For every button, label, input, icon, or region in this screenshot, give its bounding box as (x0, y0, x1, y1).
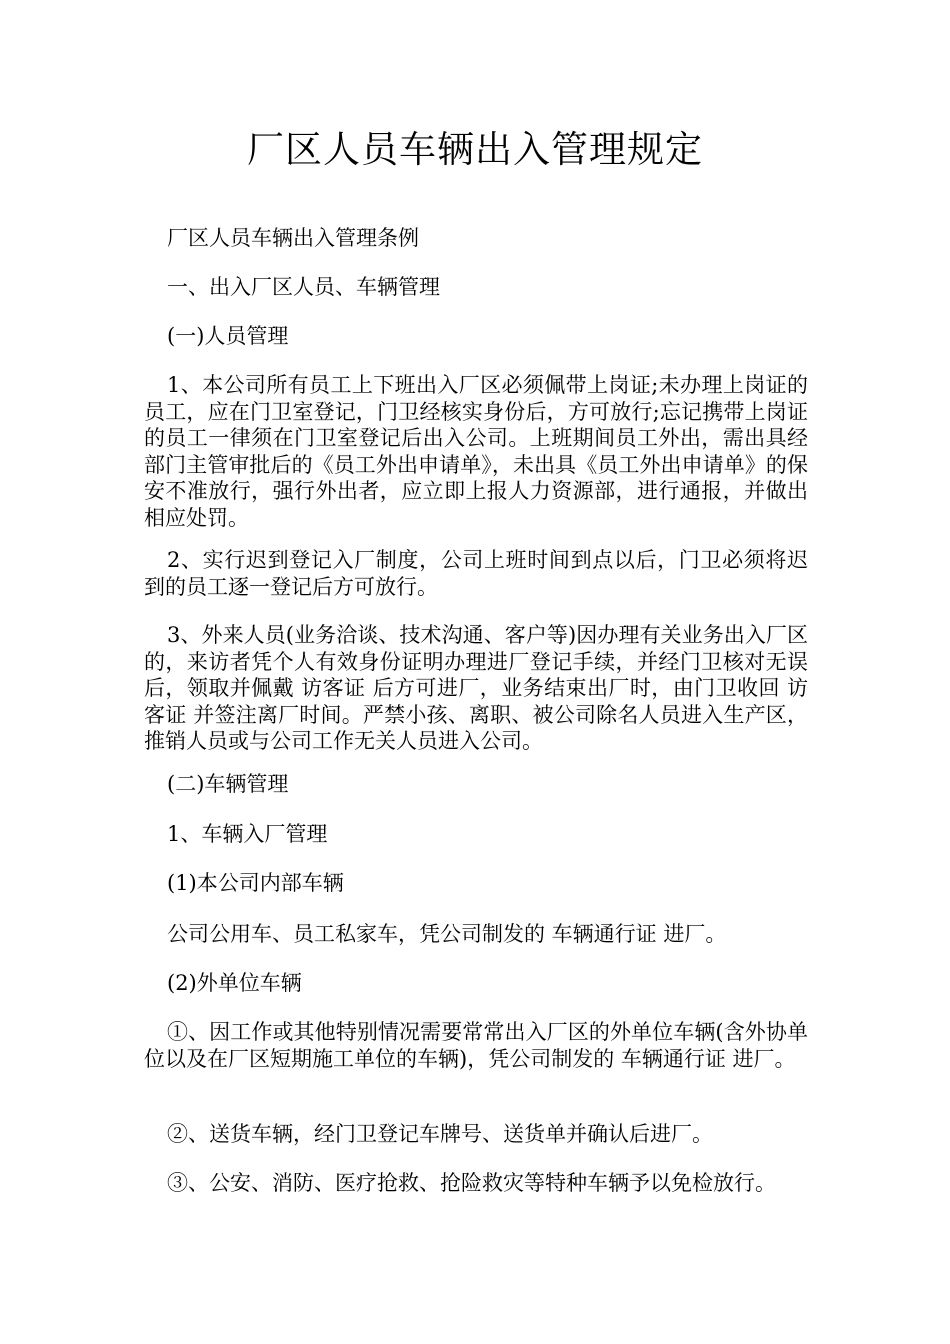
paragraph-visitors: 3、外来人员(业务洽谈、技术沟通、客户等)因办理有关业务出入厂区的，来访者凭个人有效身份证明办理进厂登记手续，并经门卫核对无误后，领取并佩戴 访客证 后方可进厂，业务结束出厂时，由门卫收回 访客证 并签注离厂时间。严禁小孩、离职、被公司除名人员进入生产区，推销人员或与公司工作无关人员进入公司。 (144, 623, 808, 753)
internal-vehicles-text: 公司公用车、员工私家车，凭公司制发的 车辆通行证 进厂。 (167, 922, 727, 946)
page-title: 厂区人员车辆出入管理规定 (247, 128, 703, 171)
paragraph-late-registration: 2、实行迟到登记入厂制度，公司上班时间到点以后，门卫必须将迟到的员工逐一登记后方可放行。 (144, 548, 808, 599)
vehicle-entry-heading: 1、车辆入厂管理 (167, 822, 328, 846)
internal-vehicles-heading: (1)本公司内部车辆 (167, 871, 344, 895)
subtitle: 厂区人员车辆出入管理条例 (167, 226, 419, 250)
paragraph-external-vehicles: ①、因工作或其他特别情况需要常常出入厂区的外单位车辆(含外协单位以及在厂区短期施工单位的车辆)，凭公司制发的 车辆通行证 进厂。 (144, 1020, 808, 1071)
emergency-vehicles-text: ③、公安、消防、医疗抢救、抢险救灾等特种车辆予以免检放行。 (167, 1171, 776, 1195)
subsection-personnel: (一)人员管理 (167, 324, 289, 348)
delivery-vehicles-text: ②、送货车辆，经门卫登记车牌号、送货单并确认后进厂。 (167, 1122, 713, 1146)
external-vehicles-heading: (2)外单位车辆 (167, 971, 302, 995)
paragraph-employee-entry: 1、本公司所有员工上下班出入厂区必须佩带上岗证;未办理上岗证的员工，应在门卫室登记，门卫经核实身份后，方可放行;忘记携带上岗证的员工一律须在门卫室登记后出入公司。上班期间员工外出，需出具经部门主管审批后的《员工外出申请单》，未出具《员工外出申请单》的保安不准放行，强行外出者，应立即上报人力资源部，进行通报，并做出相应处罚。 (144, 373, 808, 530)
subsection-vehicles: (二)车辆管理 (167, 772, 289, 796)
section-heading-1: 一、出入厂区人员、车辆管理 (167, 275, 440, 299)
